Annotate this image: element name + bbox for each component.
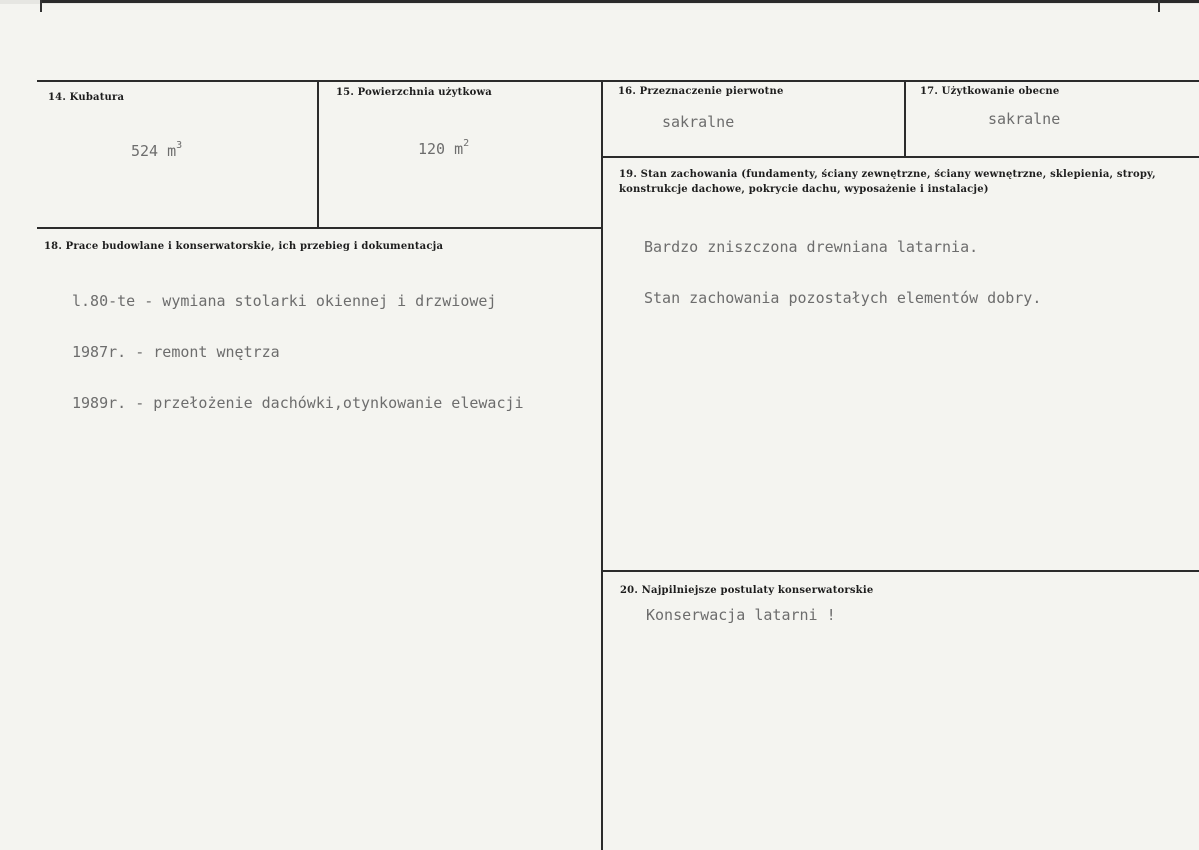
grid-line-v-14-15 xyxy=(317,80,319,228)
field-16-value: sakralne xyxy=(662,113,735,131)
field-17-label: 17. Użytkowanie obecne xyxy=(920,86,1060,97)
field-20-value: Konserwacja latarni ! xyxy=(646,606,836,624)
grid-line-v-center xyxy=(601,80,603,850)
field-18-line: 1987r. - remont wnętrza xyxy=(72,343,280,361)
powierzchnia-value: 120 m xyxy=(418,140,464,158)
top-edge xyxy=(0,0,1199,4)
top-tick-left xyxy=(40,0,42,12)
field-16-label: 16. Przeznaczenie pierwotne xyxy=(618,86,784,97)
field-14-label: 14. Kubatura xyxy=(48,92,125,103)
field-17-value: sakralne xyxy=(988,110,1061,128)
field-18-line: l.80-te - wymiana stolarki okiennej i drzwiowej xyxy=(72,292,497,310)
field-18-line: 1989r. - przełożenie dachówki,otynkowanie elewacji xyxy=(72,394,524,412)
field-20-label: 20. Najpilniejsze postulaty konserwatorskie xyxy=(620,585,874,596)
field-19-line: Bardzo zniszczona drewniana latarnia. xyxy=(644,238,979,256)
field-15-value xyxy=(418,138,470,158)
grid-line-v-16-17 xyxy=(904,80,906,157)
field-15-label: 15. Powierzchnia użytkowa xyxy=(336,87,492,98)
field-18-notes xyxy=(72,259,524,446)
field-19-label: 19. Stan zachowania (fundamenty, ściany zewnętrzne, ściany wewnętrzne, sklepienia, stropy, konstrukcje dachowe, pokrycie dachu, wyposażenie i instalacje) xyxy=(619,169,1156,195)
grid-line-top xyxy=(37,80,1199,82)
grid-line-left-mid xyxy=(37,227,603,229)
grid-line-right-lower xyxy=(603,570,1199,572)
field-14-value xyxy=(131,140,183,160)
powierzchnia-unit-exp: 2 xyxy=(463,138,470,149)
kubatura-unit-exp: 3 xyxy=(176,140,183,151)
field-19-notes xyxy=(644,205,1041,341)
top-tick-right xyxy=(1158,0,1160,12)
kubatura-value: 524 m xyxy=(131,142,177,160)
top-edge-bar xyxy=(40,0,1199,3)
field-18-label: 18. Prace budowlane i konserwatorskie, ich przebieg i dokumentacja xyxy=(44,241,444,252)
grid-line-right-upper xyxy=(603,156,1199,158)
field-19-line: Stan zachowania pozostałych elementów dobry. xyxy=(644,289,1042,307)
